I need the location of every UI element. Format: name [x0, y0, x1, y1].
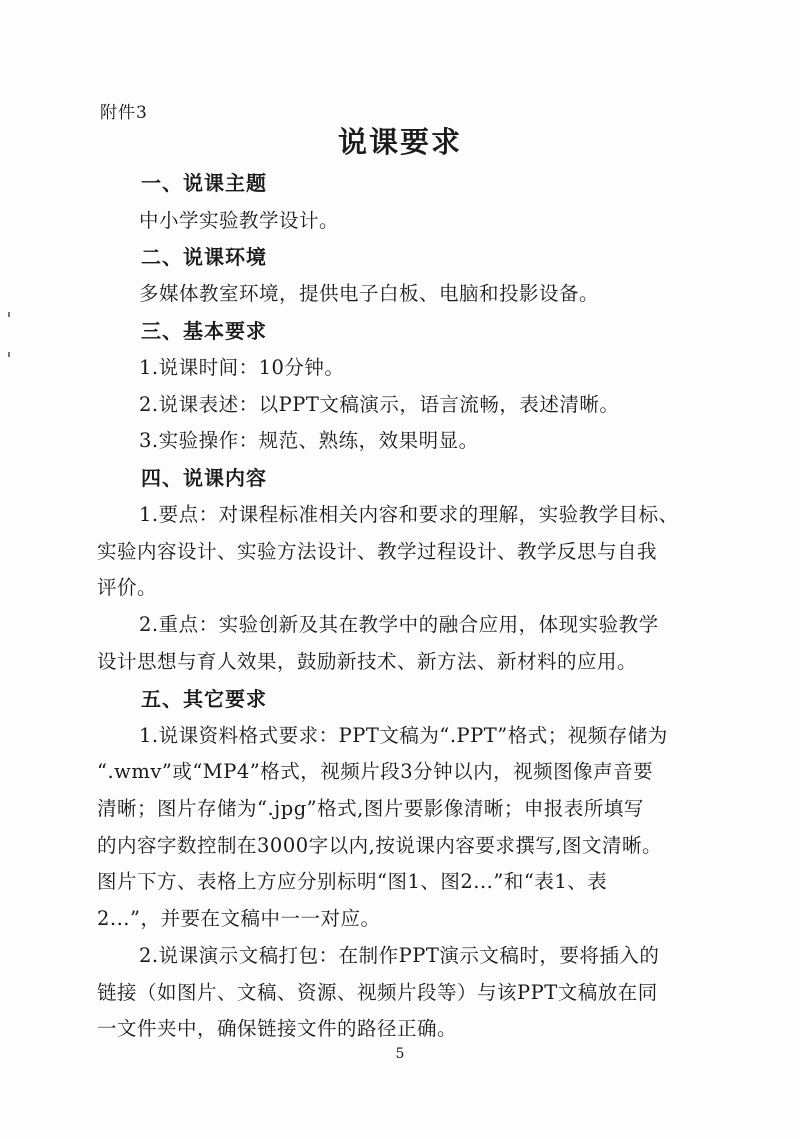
- scan-speck: [8, 352, 10, 357]
- text-line: 1.要点：对课程标准相关内容和要求的理解，实验教学目标、: [139, 503, 679, 526]
- text-line: 2.说课演示文稿打包：在制作PPT演示文稿时，要将插入的: [139, 944, 660, 967]
- text-line: 1.说课时间：10分钟。: [139, 356, 345, 379]
- section-heading-basic: 三、基本要求: [141, 319, 267, 343]
- section-heading-content: 四、说课内容: [141, 466, 267, 490]
- page-number: 5: [395, 1046, 405, 1062]
- text-line: “.wmv”或“MP4”格式，视频片段3分钟以内，视频图像声音要: [97, 760, 654, 783]
- text-line: 2...”，并要在文稿中一一对应。: [97, 907, 381, 930]
- text-line: 2.重点：实验创新及其在教学中的融合应用，体现实验教学: [139, 613, 659, 636]
- text-line: 清晰；图片存储为“.jpg”格式,图片要影像清晰；申报表所填写: [97, 797, 644, 820]
- section-heading-other: 五、其它要求: [141, 687, 267, 711]
- text-line: 多媒体教室环境，提供电子白板、电脑和投影设备。: [139, 282, 600, 305]
- scan-speck: [8, 312, 10, 317]
- section-heading-environment: 二、说课环境: [141, 245, 267, 269]
- text-line: 链接（如图片、文稿、资源、视频片段等）与该PPT文稿放在同: [97, 981, 658, 1004]
- text-line: 设计思想与育人效果，鼓励新技术、新方法、新材料的应用。: [97, 650, 638, 673]
- text-line: 评价。: [97, 576, 158, 599]
- text-line: 3.实验操作：规范、熟练，效果明显。: [139, 429, 479, 452]
- attachment-label: 附件3: [100, 103, 148, 123]
- text-line: 2.说课表述：以PPT文稿演示，语言流畅，表述清晰。: [139, 393, 620, 416]
- text-line: 图片下方、表格上方应分别标明“图1、图2...”和“表1、表: [97, 870, 608, 893]
- text-line: 实验内容设计、实验方法设计、教学过程设计、教学反思与自我: [97, 540, 658, 563]
- text-line: 一文件夹中，确保链接文件的路径正确。: [97, 1017, 458, 1040]
- text-line: 1.说课资料格式要求：PPT文稿为“.PPT”格式；视频存储为: [139, 724, 668, 747]
- page-title: 说课要求: [337, 125, 462, 159]
- section-heading-topic: 一、说课主题: [141, 171, 267, 195]
- text-line: 中小学实验教学设计。: [139, 209, 340, 232]
- text-line: 的内容字数控制在3000字以内,按说课内容要求撰写,图文清晰。: [97, 834, 663, 857]
